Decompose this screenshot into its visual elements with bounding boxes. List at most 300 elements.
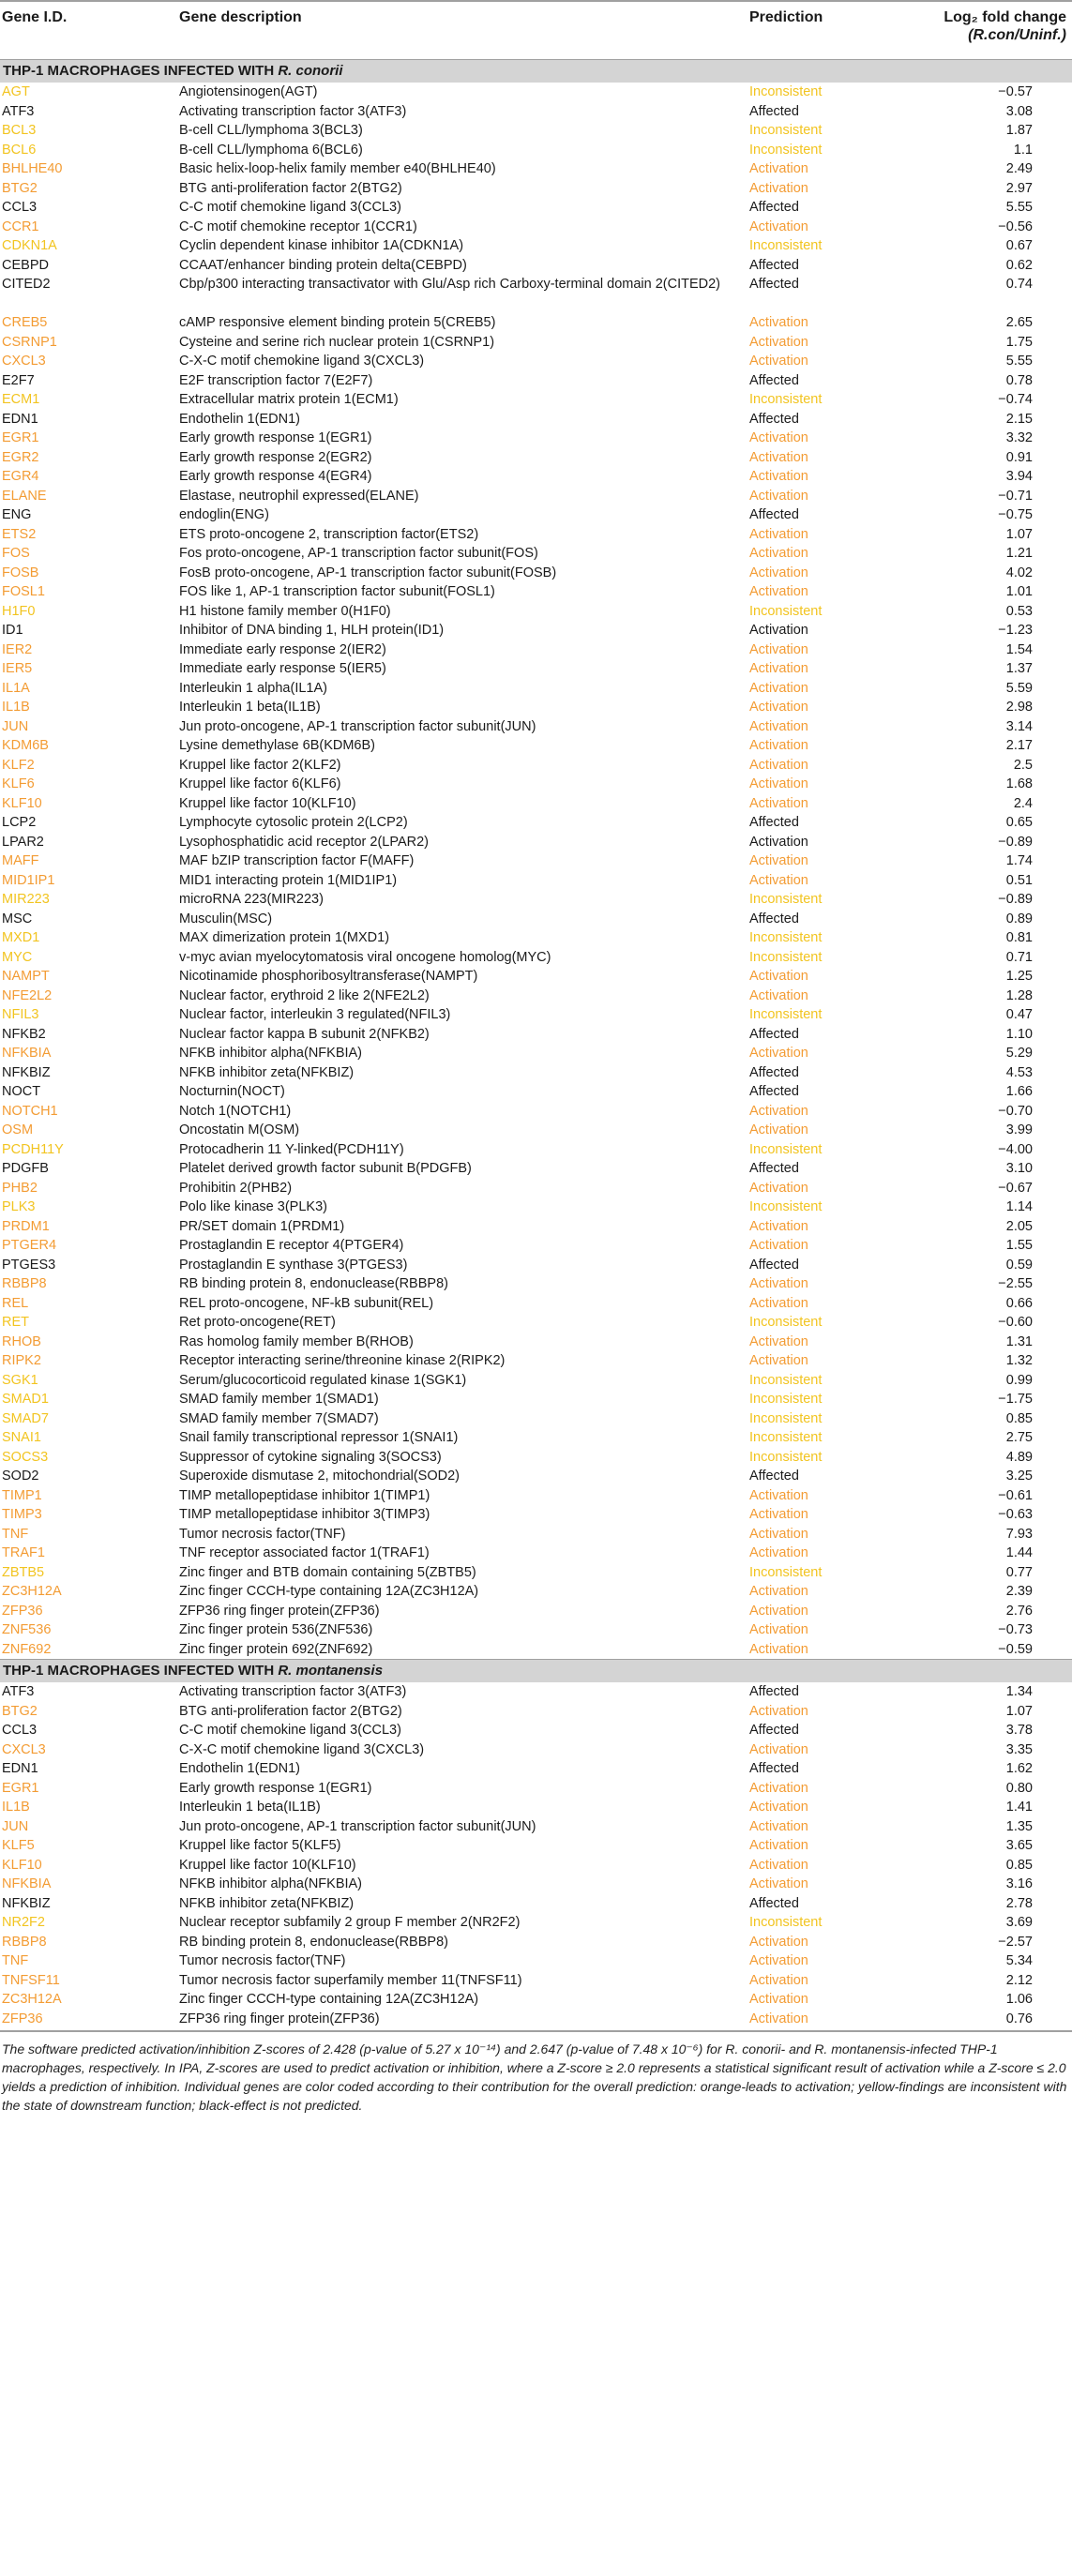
log-fold-change-cell: 0.71 xyxy=(1005,949,1033,965)
prediction-cell: Inconsistent xyxy=(749,603,823,619)
gene-id-cell: PLK3 xyxy=(2,1199,36,1214)
gene-id-cell: NR2F2 xyxy=(2,1915,45,1930)
table-row xyxy=(0,1371,1072,1391)
table-row xyxy=(0,1467,1072,1486)
gene-id-cell: PTGES3 xyxy=(2,1257,56,1273)
log-fold-change-cell: 1.66 xyxy=(1005,1084,1033,1099)
prediction-cell: Activation xyxy=(749,354,808,369)
gene-id-cell: TIMP1 xyxy=(2,1487,42,1503)
gene-id-cell: IL1B xyxy=(2,700,30,715)
prediction-cell: Activation xyxy=(749,641,808,657)
gene-description-cell: SMAD family member 1(SMAD1) xyxy=(179,1392,379,1407)
gene-description-cell: Endothelin 1(EDN1) xyxy=(179,1761,300,1776)
table-row xyxy=(0,582,1072,602)
log-fold-change-cell: 1.07 xyxy=(1005,1703,1033,1719)
gene-id-cell: NFKBIZ xyxy=(2,1895,51,1911)
gene-id-cell: NFIL3 xyxy=(2,1007,39,1022)
prediction-cell: Affected xyxy=(749,1723,799,1738)
log-fold-change-cell: −0.74 xyxy=(998,392,1033,407)
log-fold-change-cell: 2.12 xyxy=(1005,1972,1033,1988)
prediction-cell: Activation xyxy=(749,1876,808,1891)
prediction-cell: Affected xyxy=(749,1026,799,1042)
prediction-cell: Activation xyxy=(749,1507,808,1522)
prediction-cell: Inconsistent xyxy=(749,1199,823,1214)
table-row xyxy=(0,256,1072,276)
prediction-cell: Inconsistent xyxy=(749,1430,823,1445)
prediction-cell: Activation xyxy=(749,776,808,791)
header-gene-id: Gene I.D. xyxy=(2,9,68,25)
gene-id-cell: IL1B xyxy=(2,1800,30,1815)
gene-id-cell: PDGFB xyxy=(2,1161,49,1176)
header-description: Gene description xyxy=(179,9,302,25)
prediction-cell: Activation xyxy=(749,449,808,465)
table-row xyxy=(0,1333,1072,1352)
table-row xyxy=(0,1544,1072,1563)
gene-description-cell: REL proto-oncogene, NF-kB subunit(REL) xyxy=(179,1295,434,1311)
table-row xyxy=(0,429,1072,448)
gene-id-cell: ELANE xyxy=(2,488,47,504)
gene-id-cell: KDM6B xyxy=(2,738,49,753)
gene-id-cell: KLF2 xyxy=(2,757,35,773)
gene-description-cell: BTG anti-proliferation factor 2(BTG2) xyxy=(179,180,402,196)
gene-id-cell: TNF xyxy=(2,1953,29,1968)
log-fold-change-cell: 1.06 xyxy=(1005,1992,1033,2007)
prediction-cell: Activation xyxy=(749,795,808,811)
gene-id-cell: ZC3H12A xyxy=(2,1584,62,1599)
log-fold-change-cell: 0.59 xyxy=(1005,1257,1033,1273)
prediction-cell: Inconsistent xyxy=(749,930,823,945)
table-row xyxy=(0,890,1072,910)
gene-description-cell: Interleukin 1 beta(IL1B) xyxy=(179,1800,321,1815)
gene-description-cell: Kruppel like factor 10(KLF10) xyxy=(179,1857,356,1873)
log-fold-change-cell: 0.51 xyxy=(1005,872,1033,888)
log-fold-change-cell: −1.75 xyxy=(998,1392,1033,1407)
gene-id-cell: NFKB2 xyxy=(2,1026,46,1042)
log-fold-change-cell: 3.14 xyxy=(1005,718,1033,734)
table-row xyxy=(0,1159,1072,1179)
log-fold-change-cell: 7.93 xyxy=(1005,1526,1033,1542)
prediction-cell: Activation xyxy=(749,334,808,350)
prediction-cell: Activation xyxy=(749,1046,808,1061)
table-row xyxy=(0,2010,1072,2029)
gene-description-cell: C-C motif chemokine ligand 3(CCL3) xyxy=(179,1723,401,1738)
prediction-cell: Inconsistent xyxy=(749,1564,823,1580)
gene-description-cell: Nuclear factor kappa B subunit 2(NFKB2) xyxy=(179,1026,430,1042)
table-row xyxy=(0,313,1072,333)
gene-id-cell: TRAF1 xyxy=(2,1545,45,1560)
gene-id-cell: NFKBIA xyxy=(2,1876,52,1891)
prediction-cell: Inconsistent xyxy=(749,142,823,158)
table-row xyxy=(0,967,1072,987)
gene-id-cell: SMAD1 xyxy=(2,1392,49,1407)
log-fold-change-cell: 1.07 xyxy=(1005,526,1033,542)
table-row xyxy=(0,1582,1072,1602)
gene-id-cell: CCL3 xyxy=(2,1723,38,1738)
table-row xyxy=(0,236,1072,256)
log-fold-change-cell: 1.25 xyxy=(1005,969,1033,984)
table-row xyxy=(0,756,1072,776)
table-row xyxy=(0,1236,1072,1256)
gene-description-cell: Early growth response 1(EGR1) xyxy=(179,1780,372,1796)
prediction-cell: Activation xyxy=(749,1276,808,1291)
prediction-cell: Inconsistent xyxy=(749,84,823,99)
gene-description-cell: Suppressor of cytokine signaling 3(SOCS3) xyxy=(179,1449,442,1465)
prediction-cell: Activation xyxy=(749,987,808,1003)
gene-id-cell: MIR223 xyxy=(2,892,50,907)
log-fold-change-cell: 3.99 xyxy=(1005,1122,1033,1137)
gene-description-cell: FOS like 1, AP-1 transcription factor subunit(FOSL1) xyxy=(179,584,495,599)
log-fold-change-cell: 2.65 xyxy=(1005,315,1033,330)
gene-description-cell: Zinc finger protein 692(ZNF692) xyxy=(179,1641,373,1657)
gene-description-cell: Cysteine and serine rich nuclear protein 1(CSRNP1) xyxy=(179,334,495,350)
gene-description-cell: C-X-C motif chemokine ligand 3(CXCL3) xyxy=(179,354,425,369)
gene-id-cell: CCR1 xyxy=(2,218,39,234)
prediction-cell: Activation xyxy=(749,1838,808,1853)
table-row xyxy=(0,1817,1072,1837)
gene-description-cell: Basic helix-loop-helix family member e40(BHLHE40) xyxy=(179,161,496,176)
gene-description-cell: Serum/glucocorticoid regulated kinase 1(SGK1) xyxy=(179,1372,467,1388)
prediction-cell: Activation xyxy=(749,757,808,773)
table-row xyxy=(0,467,1072,487)
gene-id-cell: JUN xyxy=(2,718,29,734)
prediction-cell: Activation xyxy=(749,1603,808,1619)
table-row xyxy=(0,659,1072,679)
log-fold-change-cell: 2.49 xyxy=(1005,161,1033,176)
gene-description-cell: Activating transcription factor 3(ATF3) xyxy=(179,103,407,119)
table-row xyxy=(0,1082,1072,1102)
prediction-cell: Activation xyxy=(749,584,808,599)
prediction-cell: Affected xyxy=(749,1761,799,1776)
prediction-cell: Inconsistent xyxy=(749,892,823,907)
log-fold-change-cell: 3.08 xyxy=(1005,103,1033,119)
table-row xyxy=(0,1044,1072,1063)
table-row xyxy=(0,910,1072,929)
prediction-cell: Affected xyxy=(749,411,799,427)
gene-id-cell: TIMP3 xyxy=(2,1507,42,1522)
prediction-cell: Activation xyxy=(749,1545,808,1560)
gene-description-cell: Immediate early response 5(IER5) xyxy=(179,661,386,676)
table-row xyxy=(0,448,1072,468)
log-fold-change-cell: 2.05 xyxy=(1005,1218,1033,1234)
table-row xyxy=(0,1313,1072,1333)
log-fold-change-cell: −0.67 xyxy=(998,1180,1033,1196)
log-fold-change-cell: 0.89 xyxy=(1005,911,1033,926)
gene-id-cell: NFE2L2 xyxy=(2,987,53,1003)
table-row xyxy=(0,83,1072,102)
gene-id-cell: CXCL3 xyxy=(2,1741,46,1757)
gene-description-cell: Ras homolog family member B(RHOB) xyxy=(179,1333,414,1349)
prediction-cell: Affected xyxy=(749,1161,799,1176)
log-fold-change-cell: −4.00 xyxy=(998,1141,1033,1157)
gene-description-cell: TIMP metallopeptidase inhibitor 3(TIMP3) xyxy=(179,1507,430,1522)
gene-description-cell: B-cell CLL/lymphoma 3(BCL3) xyxy=(179,123,363,138)
table-row xyxy=(0,1005,1072,1025)
table-row xyxy=(0,871,1072,891)
table-row xyxy=(0,1351,1072,1371)
gene-id-cell: SGK1 xyxy=(2,1372,38,1388)
gene-id-cell: ECM1 xyxy=(2,392,40,407)
log-fold-change-cell: 0.53 xyxy=(1005,603,1033,619)
log-fold-change-cell: 5.59 xyxy=(1005,680,1033,696)
gene-description-cell: Early growth response 2(EGR2) xyxy=(179,449,372,465)
gene-description-cell: Nuclear receptor subfamily 2 group F member 2(NR2F2) xyxy=(179,1915,521,1930)
header-prediction: Prediction xyxy=(749,9,823,25)
prediction-cell: Activation xyxy=(749,1487,808,1503)
gene-id-cell: EDN1 xyxy=(2,411,38,427)
log-fold-change-cell: 0.67 xyxy=(1005,238,1033,253)
prediction-cell: Affected xyxy=(749,1084,799,1099)
table-row xyxy=(0,102,1072,122)
gene-description-cell: endoglin(ENG) xyxy=(179,507,269,522)
log-fold-change-cell: 5.34 xyxy=(1005,1953,1033,1968)
gene-description-cell: Polo like kinase 3(PLK3) xyxy=(179,1199,327,1214)
prediction-cell: Inconsistent xyxy=(749,1315,823,1330)
table-row xyxy=(0,833,1072,852)
gene-description-cell: ZFP36 ring finger protein(ZFP36) xyxy=(179,2011,380,2026)
prediction-cell: Activation xyxy=(749,526,808,542)
table-row xyxy=(0,1063,1072,1083)
log-fold-change-cell: 1.34 xyxy=(1005,1684,1033,1699)
gene-id-cell: OSM xyxy=(2,1122,34,1137)
table-row xyxy=(0,1759,1072,1779)
prediction-cell: Affected xyxy=(749,1064,799,1080)
gene-id-cell: H1F0 xyxy=(2,603,36,619)
table-row xyxy=(0,141,1072,160)
gene-id-cell: NAMPT xyxy=(2,969,50,984)
table-row xyxy=(0,1894,1072,1914)
table-row xyxy=(0,159,1072,179)
log-fold-change-cell: 2.15 xyxy=(1005,411,1033,427)
header-log-line1: Log₂ fold change xyxy=(944,9,1066,25)
prediction-cell: Inconsistent xyxy=(749,392,823,407)
gene-id-cell: KLF10 xyxy=(2,795,42,811)
log-fold-change-cell: 1.74 xyxy=(1005,853,1033,868)
prediction-cell: Affected xyxy=(749,200,799,215)
log-fold-change-cell: −0.61 xyxy=(998,1487,1033,1503)
gene-id-cell: RHOB xyxy=(2,1333,41,1349)
prediction-cell: Activation xyxy=(749,623,808,638)
prediction-cell: Inconsistent xyxy=(749,1007,823,1022)
log-fold-change-cell: 2.97 xyxy=(1005,180,1033,196)
log-fold-change-cell: 5.55 xyxy=(1005,354,1033,369)
gene-description-cell: Angiotensinogen(AGT) xyxy=(179,84,318,99)
table-row xyxy=(0,1620,1072,1640)
gene-id-cell: TNFSF11 xyxy=(2,1972,60,1988)
gene-id-cell: KLF6 xyxy=(2,776,35,791)
gene-id-cell: BCL6 xyxy=(2,142,37,158)
prediction-cell: Inconsistent xyxy=(749,123,823,138)
gene-id-cell: IER5 xyxy=(2,661,33,676)
gene-description-cell: Lysine demethylase 6B(KDM6B) xyxy=(179,738,375,753)
log-fold-change-cell: 1.21 xyxy=(1005,546,1033,561)
gene-id-cell: ZC3H12A xyxy=(2,1992,62,2007)
table-row xyxy=(0,390,1072,410)
log-fold-change-cell: 0.91 xyxy=(1005,449,1033,465)
gene-description-cell: Nuclear factor, erythroid 2 like 2(NFE2L2) xyxy=(179,987,430,1003)
gene-id-cell: E2F7 xyxy=(2,372,35,388)
log-fold-change-cell: −0.59 xyxy=(998,1641,1033,1657)
prediction-cell: Inconsistent xyxy=(749,1915,823,1930)
log-fold-change-cell: −2.57 xyxy=(998,1934,1033,1950)
gene-id-cell: ZNF692 xyxy=(2,1641,52,1657)
gene-description-cell: Prohibitin 2(PHB2) xyxy=(179,1180,293,1196)
table-row xyxy=(0,410,1072,429)
table-row xyxy=(0,717,1072,737)
log-fold-change-cell: −0.60 xyxy=(998,1315,1033,1330)
prediction-cell: Affected xyxy=(749,1684,799,1699)
prediction-cell: Activation xyxy=(749,1180,808,1196)
gene-id-cell: MAFF xyxy=(2,853,39,868)
prediction-cell: Activation xyxy=(749,700,808,715)
gene-id-cell: KLF5 xyxy=(2,1838,35,1853)
prediction-cell: Inconsistent xyxy=(749,1372,823,1388)
table-row xyxy=(0,1102,1072,1122)
log-fold-change-cell: 1.54 xyxy=(1005,641,1033,657)
gene-id-cell: MID1IP1 xyxy=(2,872,55,888)
gene-id-cell: NOTCH1 xyxy=(2,1103,58,1119)
gene-description-cell: PR/SET domain 1(PRDM1) xyxy=(179,1218,345,1234)
gene-description-cell: microRNA 223(MIR223) xyxy=(179,892,324,907)
gene-id-cell: ENG xyxy=(2,507,32,522)
prediction-cell: Activation xyxy=(749,718,808,734)
log-fold-change-cell: 1.01 xyxy=(1005,584,1033,599)
prediction-cell: Activation xyxy=(749,1641,808,1657)
gene-description-cell: TNF receptor associated factor 1(TRAF1) xyxy=(179,1545,430,1560)
prediction-cell: Activation xyxy=(749,1622,808,1637)
prediction-cell: Inconsistent xyxy=(749,238,823,253)
prediction-cell: Activation xyxy=(749,1703,808,1719)
log-fold-change-cell: 3.65 xyxy=(1005,1838,1033,1853)
log-fold-change-cell: 0.62 xyxy=(1005,257,1033,273)
table-row xyxy=(0,1025,1072,1045)
table-row xyxy=(0,1933,1072,1952)
gene-description-cell: RB binding protein 8, endonuclease(RBBP8) xyxy=(179,1934,448,1950)
log-fold-change-cell: 1.41 xyxy=(1005,1800,1033,1815)
table-row xyxy=(0,1971,1072,1991)
gene-description-cell: Extracellular matrix protein 1(ECM1) xyxy=(179,392,399,407)
gene-id-cell: CCL3 xyxy=(2,200,38,215)
table-row xyxy=(0,1702,1072,1722)
table-row xyxy=(0,1256,1072,1275)
prediction-cell: Activation xyxy=(749,1780,808,1796)
gene-id-cell: SMAD7 xyxy=(2,1410,49,1426)
prediction-cell: Activation xyxy=(749,565,808,580)
log-fold-change-cell: 1.10 xyxy=(1005,1026,1033,1042)
table-row xyxy=(0,1836,1072,1856)
table-row xyxy=(0,1409,1072,1429)
gene-description-cell: MID1 interacting protein 1(MID1IP1) xyxy=(179,872,398,888)
gene-description-cell: Endothelin 1(EDN1) xyxy=(179,411,300,427)
table-header xyxy=(0,0,1072,60)
log-fold-change-cell: 0.85 xyxy=(1005,1410,1033,1426)
gene-description-cell: Elastase, neutrophil expressed(ELANE) xyxy=(179,488,419,504)
gene-description-cell: Notch 1(NOTCH1) xyxy=(179,1103,292,1119)
prediction-cell: Activation xyxy=(749,1741,808,1757)
gene-description-cell: Interleukin 1 alpha(IL1A) xyxy=(179,680,327,696)
gene-id-cell: RET xyxy=(2,1315,29,1330)
table-row xyxy=(0,371,1072,391)
gene-description-cell: NFKB inhibitor alpha(NFKBIA) xyxy=(179,1046,363,1061)
gene-description-cell: Immediate early response 2(IER2) xyxy=(179,641,386,657)
gene-description-cell: Zinc finger and BTB domain containing 5(ZBTB5) xyxy=(179,1564,476,1580)
prediction-cell: Activation xyxy=(749,218,808,234)
table-row xyxy=(0,218,1072,237)
gene-description-cell: Platelet derived growth factor subunit B(PDGFB) xyxy=(179,1161,472,1176)
table-row xyxy=(0,544,1072,564)
gene-id-cell: ATF3 xyxy=(2,1684,35,1699)
gene-id-cell: ZFP36 xyxy=(2,2011,43,2026)
prediction-cell: Activation xyxy=(749,680,808,696)
prediction-cell: Affected xyxy=(749,1257,799,1273)
table-row xyxy=(0,352,1072,371)
gene-id-cell: PHB2 xyxy=(2,1180,38,1196)
gene-id-cell: NFKBIZ xyxy=(2,1064,51,1080)
prediction-cell: Activation xyxy=(749,1218,808,1234)
table-row xyxy=(0,640,1072,660)
gene-id-cell: TNF xyxy=(2,1526,29,1542)
gene-id-cell: MSC xyxy=(2,911,33,926)
table-row xyxy=(0,813,1072,833)
gene-id-cell: NOCT xyxy=(2,1084,41,1099)
gene-description-cell: TIMP metallopeptidase inhibitor 1(TIMP1) xyxy=(179,1487,430,1503)
log-fold-change-cell: 1.35 xyxy=(1005,1818,1033,1834)
log-fold-change-cell: 3.10 xyxy=(1005,1161,1033,1176)
log-fold-change-cell: 0.66 xyxy=(1005,1295,1033,1311)
log-fold-change-cell: −0.89 xyxy=(998,892,1033,907)
log-fold-change-cell: 0.80 xyxy=(1005,1780,1033,1796)
gene-description-cell: NFKB inhibitor zeta(NFKBIZ) xyxy=(179,1064,355,1080)
prediction-cell: Activation xyxy=(749,1333,808,1349)
log-fold-change-cell: 1.55 xyxy=(1005,1238,1033,1253)
gene-id-cell: IER2 xyxy=(2,641,33,657)
section-title-organism: R. conorii xyxy=(278,63,343,79)
log-fold-change-cell: 0.65 xyxy=(1005,815,1033,830)
prediction-cell: Activation xyxy=(749,1353,808,1368)
gene-id-cell: LCP2 xyxy=(2,815,37,830)
table-row xyxy=(0,1875,1072,1894)
gene-description-cell: RB binding protein 8, endonuclease(RBBP8) xyxy=(179,1276,448,1291)
table-row xyxy=(0,1740,1072,1760)
prediction-cell: Activation xyxy=(749,872,808,888)
gene-description-cell: BTG anti-proliferation factor 2(BTG2) xyxy=(179,1703,402,1719)
log-fold-change-cell: 0.99 xyxy=(1005,1372,1033,1388)
table-row xyxy=(0,775,1072,794)
table-row xyxy=(0,525,1072,545)
gene-id-cell: SOD2 xyxy=(2,1469,39,1484)
gene-id-cell: REL xyxy=(2,1295,29,1311)
gene-description-cell: MAX dimerization protein 1(MXD1) xyxy=(179,930,390,945)
log-fold-change-cell: 2.76 xyxy=(1005,1603,1033,1619)
prediction-cell: Activation xyxy=(749,546,808,561)
gene-id-cell: AGT xyxy=(2,84,30,99)
gene-id-cell: ETS2 xyxy=(2,526,37,542)
log-fold-change-cell: −0.71 xyxy=(998,488,1033,504)
gene-description-cell: SMAD family member 7(SMAD7) xyxy=(179,1410,379,1426)
gene-id-cell: SNAI1 xyxy=(2,1430,41,1445)
table-row xyxy=(0,1179,1072,1198)
gene-description-cell: Cbp/p300 interacting transactivator with Glu/Asp rich Carboxy-terminal domain 2(CITED2) xyxy=(179,277,721,292)
gene-id-cell: CSRNP1 xyxy=(2,334,57,350)
table-row xyxy=(0,1274,1072,1294)
log-fold-change-cell: 3.35 xyxy=(1005,1741,1033,1757)
log-fold-change-cell: 1.37 xyxy=(1005,661,1033,676)
table-row xyxy=(0,179,1072,199)
gene-description-cell: Nocturnin(NOCT) xyxy=(179,1084,285,1099)
prediction-cell: Affected xyxy=(749,257,799,273)
gene-description-cell: Early growth response 4(EGR4) xyxy=(179,469,372,484)
gene-description-cell: Prostaglandin E receptor 4(PTGER4) xyxy=(179,1238,404,1253)
gene-description-cell: Early growth response 1(EGR1) xyxy=(179,430,372,445)
